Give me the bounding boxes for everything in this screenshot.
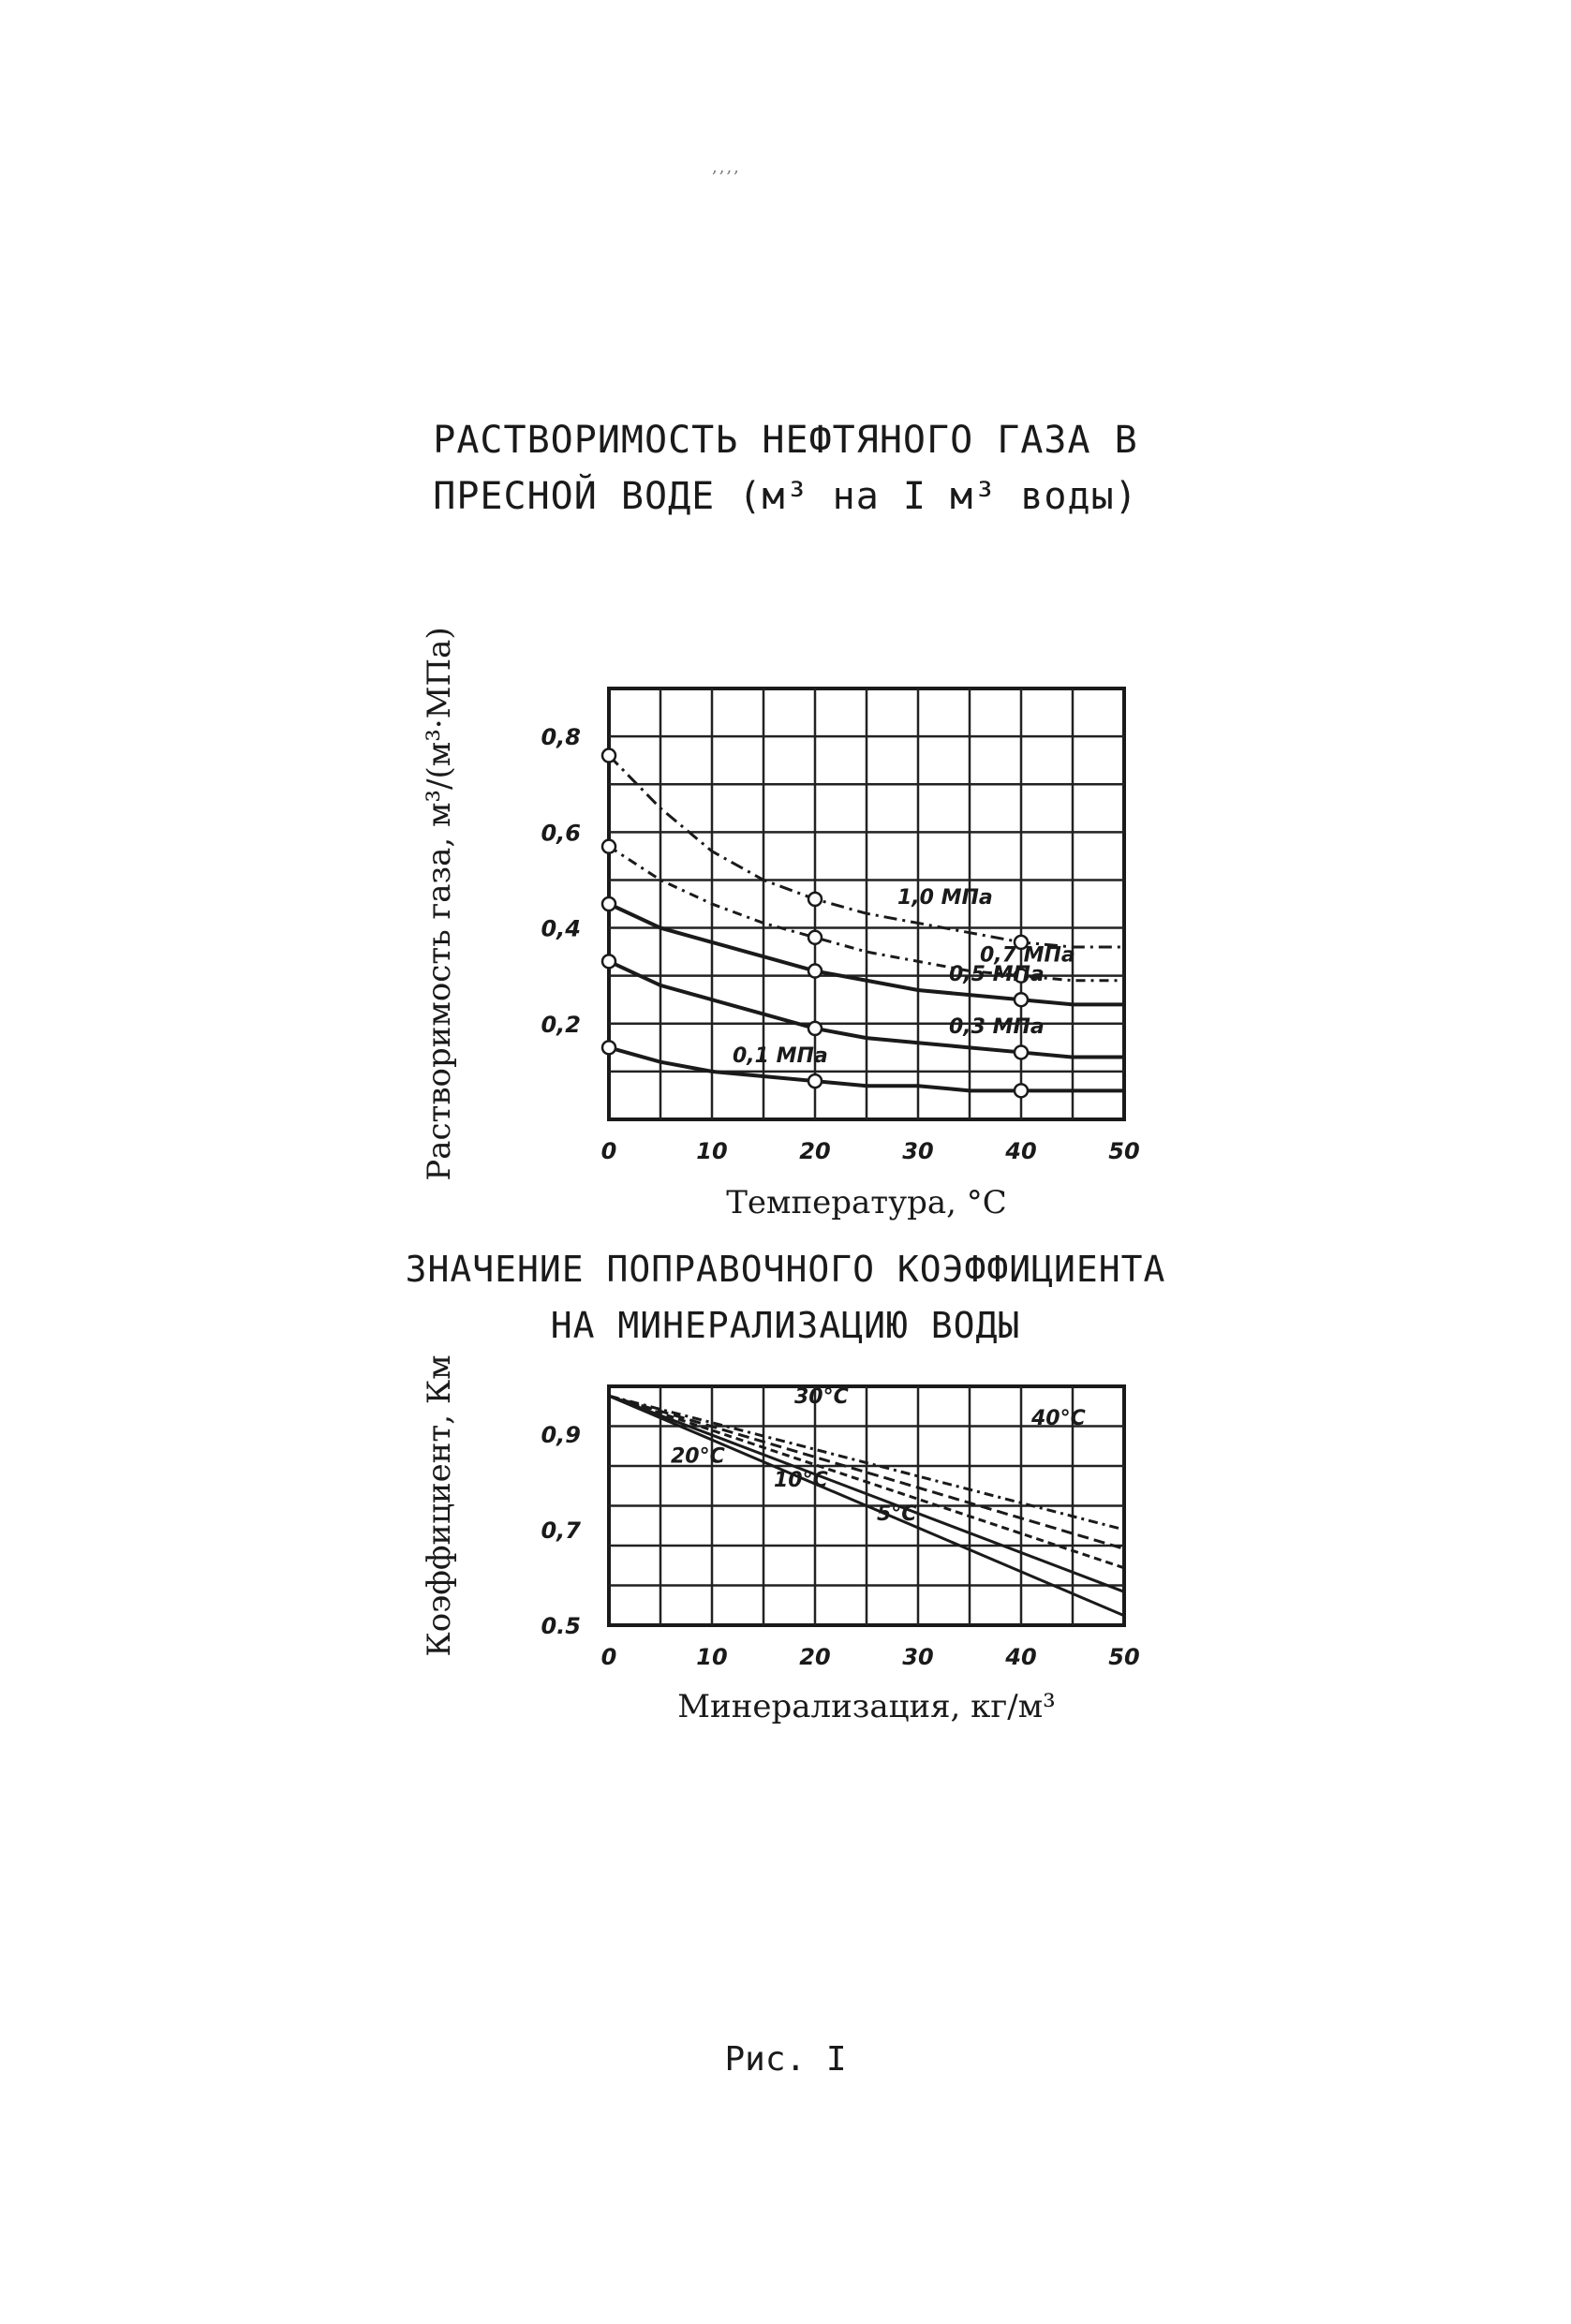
data-point bbox=[808, 1074, 822, 1088]
data-point bbox=[1015, 1084, 1028, 1097]
x-tick-label: 50 bbox=[1108, 1138, 1140, 1164]
data-point bbox=[602, 749, 615, 762]
x-axis-label: Температура, °С bbox=[726, 1184, 1007, 1221]
series-label: 0,3 МПа bbox=[949, 1015, 1045, 1040]
y-tick-label: 0,8 bbox=[541, 724, 581, 751]
x-tick-label: 30 bbox=[902, 1138, 934, 1164]
x-tick-label: 20 bbox=[799, 1644, 831, 1670]
series-label: 30°С bbox=[794, 1384, 849, 1409]
series-label: 0,5 МПа bbox=[949, 963, 1045, 986]
series-label: 10°С bbox=[774, 1469, 828, 1493]
y-tick-label: 0,4 bbox=[541, 915, 581, 942]
x-tick-label: 40 bbox=[1005, 1644, 1037, 1670]
y-tick-label: 0,2 bbox=[541, 1011, 581, 1038]
x-tick-label: 30 bbox=[902, 1644, 934, 1670]
series-label: 40°С bbox=[1031, 1406, 1086, 1430]
data-point bbox=[808, 1022, 822, 1035]
chart1-title-line2: ПРЕСНОЙ ВОДЕ (м³ на I м³ воды) bbox=[433, 475, 1138, 518]
series-label: 20°С bbox=[671, 1444, 725, 1469]
coefficient-chart bbox=[412, 1349, 1180, 1761]
x-tick-label: 50 bbox=[1108, 1644, 1140, 1670]
page-mark: ,,,, bbox=[712, 157, 741, 177]
y-axis-label: Растворимость газа, м³/(м³·МПа) bbox=[421, 627, 458, 1181]
x-tick-label: 10 bbox=[696, 1138, 728, 1164]
x-tick-label: 0 bbox=[600, 1138, 617, 1164]
series-label: 0,1 МПа bbox=[733, 1044, 828, 1068]
y-tick-label: 0,6 bbox=[541, 820, 581, 847]
solubility-chart bbox=[412, 600, 1180, 1236]
figure-caption: Рис. I bbox=[724, 2040, 847, 2079]
x-tick-label: 10 bbox=[696, 1644, 728, 1670]
chart1-title-line1: РАСТВОРИМОСТЬ НЕФТЯНОГО ГАЗА В bbox=[433, 419, 1138, 462]
data-point bbox=[808, 965, 822, 978]
series-label: 5°С bbox=[877, 1502, 917, 1526]
y-tick-label: 0,9 bbox=[541, 1422, 581, 1448]
chart2-title-line1: ЗНАЧЕНИЕ ПОПРАВОЧНОГО КОЭФФИЦИЕНТА bbox=[405, 1249, 1166, 1290]
series-label: 1,0 МПа bbox=[897, 886, 993, 910]
data-point bbox=[602, 1041, 615, 1054]
data-point bbox=[808, 893, 822, 906]
x-tick-label: 0 bbox=[600, 1644, 617, 1670]
data-point bbox=[1015, 1045, 1028, 1058]
y-tick-label: 0.5 bbox=[541, 1613, 581, 1639]
data-point bbox=[1015, 993, 1028, 1006]
y-axis-label: Коэффициент, Км bbox=[421, 1354, 458, 1657]
data-point bbox=[602, 840, 615, 853]
data-point bbox=[602, 897, 615, 910]
data-point bbox=[602, 955, 615, 968]
x-tick-label: 20 bbox=[799, 1138, 831, 1164]
series-label: 0,7 МПа bbox=[980, 943, 1075, 968]
chart1-title bbox=[0, 412, 1571, 525]
x-axis-label: Минерализация, кг/м³ bbox=[677, 1688, 1056, 1725]
chart2-title bbox=[0, 1241, 1571, 1354]
chart2-title-line2: НА МИНЕРАЛИЗАЦИЮ ВОДЫ bbox=[550, 1305, 1021, 1346]
data-point bbox=[808, 931, 822, 944]
y-tick-label: 0,7 bbox=[541, 1517, 581, 1544]
x-tick-label: 40 bbox=[1005, 1138, 1037, 1164]
